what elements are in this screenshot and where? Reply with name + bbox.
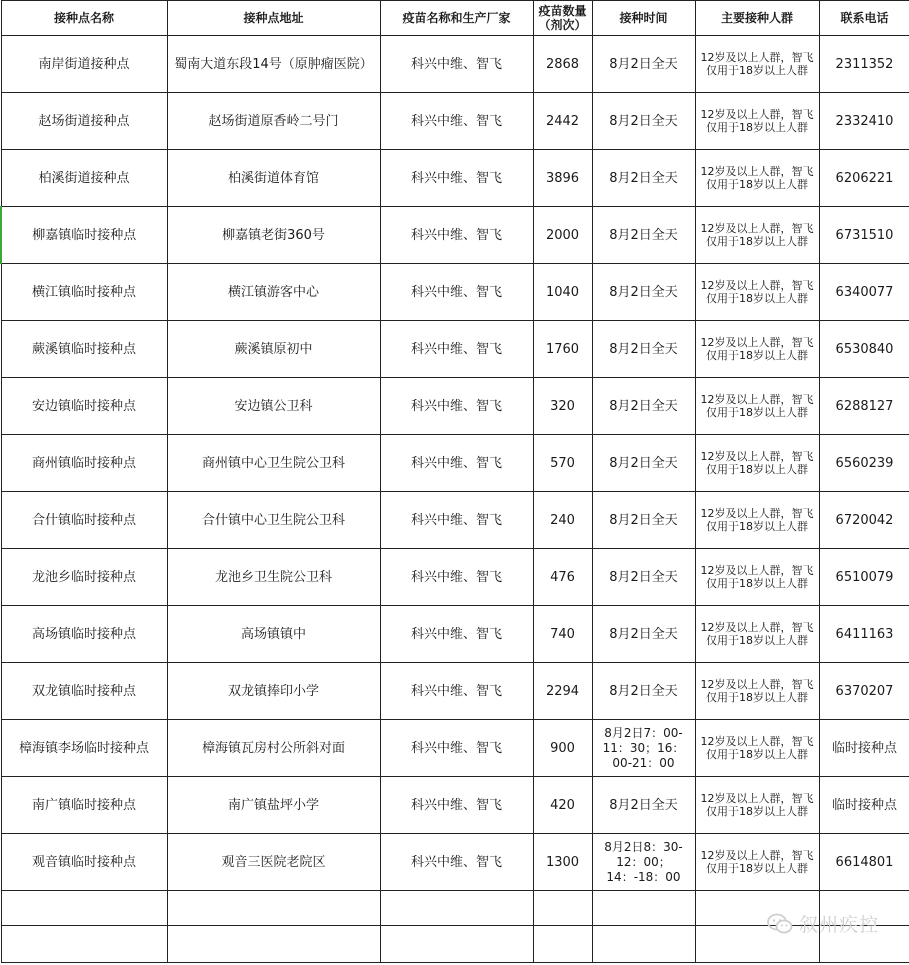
target-group-cell: 12岁及以上人群，智飞仅用于18岁以上人群 [695,663,819,720]
site-address-cell: 横江镇游客中心 [167,264,380,321]
site-name-cell: 双龙镇临时接种点 [1,663,167,720]
site-address-cell: 观音三医院老院区 [167,834,380,891]
table-row [1,435,909,492]
vaccine-maker-cell: 科兴中维、智飞 [380,606,533,663]
site-address-cell: 赵场街道原香岭二号门 [167,93,380,150]
target-group-cell: 12岁及以上人群，智飞仅用于18岁以上人群 [695,207,819,264]
dose-count-cell: 476 [533,549,592,606]
site-name-cell: 柳嘉镇临时接种点 [1,207,167,264]
time-cell: 8月2日全天 [592,777,695,834]
phone-cell: 6720042 [819,492,909,549]
time-cell: 8月2日全天 [592,492,695,549]
table-row [1,378,909,435]
table-row [1,834,909,891]
empty-cell [380,891,533,926]
target-group-cell: 12岁及以上人群，智飞仅用于18岁以上人群 [695,378,819,435]
dose-count-cell: 1300 [533,834,592,891]
phone-cell: 6370207 [819,663,909,720]
header-dose-count: 疫苗数量（剂次） [533,1,592,36]
table-row [1,150,909,207]
table-row [1,264,909,321]
header-site-address: 接种点地址 [167,1,380,36]
empty-cell [592,891,695,926]
phone-cell: 6340077 [819,264,909,321]
site-name-cell: 合什镇临时接种点 [1,492,167,549]
site-address-cell: 南广镇盐坪小学 [167,777,380,834]
table-row [1,606,909,663]
site-address-cell: 高场镇镇中 [167,606,380,663]
site-name-cell: 南广镇临时接种点 [1,777,167,834]
dose-count-cell: 420 [533,777,592,834]
dose-count-cell: 3896 [533,150,592,207]
dose-count-cell: 320 [533,378,592,435]
site-name-cell: 樟海镇李场临时接种点 [1,720,167,777]
empty-cell [533,926,592,963]
time-cell: 8月2日7：00-11：30；16：00-21：00 [592,720,695,777]
empty-cell [1,926,167,963]
site-address-cell: 商州镇中心卫生院公卫科 [167,435,380,492]
vaccine-maker-cell: 科兴中维、智飞 [380,93,533,150]
table-row [1,492,909,549]
time-cell: 8月2日全天 [592,378,695,435]
header-phone: 联系电话 [819,1,909,36]
time-cell: 8月2日全天 [592,663,695,720]
table-row [1,720,909,777]
vaccine-maker-cell: 科兴中维、智飞 [380,264,533,321]
site-address-cell: 柳嘉镇老街360号 [167,207,380,264]
site-name-cell: 观音镇临时接种点 [1,834,167,891]
site-address-cell: 蕨溪镇原初中 [167,321,380,378]
empty-cell [533,891,592,926]
site-address-cell: 柏溪街道体育馆 [167,150,380,207]
site-name-cell: 安边镇临时接种点 [1,378,167,435]
table-row [1,207,909,264]
target-group-cell: 12岁及以上人群，智飞仅用于18岁以上人群 [695,321,819,378]
wechat-icon [767,913,793,935]
header-vaccine-maker: 疫苗名称和生产厂家 [380,1,533,36]
site-address-cell: 樟海镇瓦房村公所斜对面 [167,720,380,777]
phone-cell: 6560239 [819,435,909,492]
table-row [1,777,909,834]
table-row [1,36,909,93]
table-row [1,549,909,606]
target-group-cell: 12岁及以上人群，智飞仅用于18岁以上人群 [695,549,819,606]
header-time: 接种时间 [592,1,695,36]
site-name-cell: 赵场街道接种点 [1,93,167,150]
vaccine-maker-cell: 科兴中维、智飞 [380,492,533,549]
vaccine-maker-cell: 科兴中维、智飞 [380,378,533,435]
time-cell: 8月2日全天 [592,207,695,264]
site-address-cell: 龙池乡卫生院公卫科 [167,549,380,606]
target-group-cell: 12岁及以上人群，智飞仅用于18岁以上人群 [695,435,819,492]
empty-cell [380,926,533,963]
phone-cell: 6510079 [819,549,909,606]
vaccine-maker-cell: 科兴中维、智飞 [380,207,533,264]
target-group-cell: 12岁及以上人群，智飞仅用于18岁以上人群 [695,492,819,549]
phone-cell: 临时接种点 [819,720,909,777]
phone-cell: 6411163 [819,606,909,663]
vaccine-maker-cell: 科兴中维、智飞 [380,549,533,606]
phone-cell: 临时接种点 [819,777,909,834]
site-address-cell: 安边镇公卫科 [167,378,380,435]
empty-cell [167,891,380,926]
dose-count-cell: 2294 [533,663,592,720]
dose-count-cell: 2442 [533,93,592,150]
time-cell: 8月2日8：30-12：00；14：-18：00 [592,834,695,891]
dose-count-cell: 2000 [533,207,592,264]
target-group-cell: 12岁及以上人群，智飞仅用于18岁以上人群 [695,834,819,891]
header-site-name: 接种点名称 [1,1,167,36]
empty-cell [1,891,167,926]
dose-count-cell: 2868 [533,36,592,93]
target-group-cell: 12岁及以上人群，智飞仅用于18岁以上人群 [695,606,819,663]
phone-cell: 6288127 [819,378,909,435]
target-group-cell: 12岁及以上人群，智飞仅用于18岁以上人群 [695,36,819,93]
vaccine-maker-cell: 科兴中维、智飞 [380,321,533,378]
watermark [767,910,879,937]
site-address-cell: 蜀南大道东段14号（原肿瘤医院） [167,36,380,93]
time-cell: 8月2日全天 [592,321,695,378]
table-row [1,93,909,150]
phone-cell: 6731510 [819,207,909,264]
empty-cell [167,926,380,963]
dose-count-cell: 1040 [533,264,592,321]
time-cell: 8月2日全天 [592,549,695,606]
site-name-cell: 蕨溪镇临时接种点 [1,321,167,378]
vaccine-maker-cell: 科兴中维、智飞 [380,435,533,492]
site-address-cell: 合什镇中心卫生院公卫科 [167,492,380,549]
site-name-cell: 商州镇临时接种点 [1,435,167,492]
time-cell: 8月2日全天 [592,36,695,93]
vaccine-maker-cell: 科兴中维、智飞 [380,777,533,834]
time-cell: 8月2日全天 [592,150,695,207]
time-cell: 8月2日全天 [592,264,695,321]
table-row [1,321,909,378]
site-name-cell: 柏溪街道接种点 [1,150,167,207]
target-group-cell: 12岁及以上人群，智飞仅用于18岁以上人群 [695,264,819,321]
vaccine-maker-cell: 科兴中维、智飞 [380,36,533,93]
phone-cell: 2311352 [819,36,909,93]
site-address-cell: 双龙镇捧印小学 [167,663,380,720]
site-name-cell: 横江镇临时接种点 [1,264,167,321]
vaccine-maker-cell: 科兴中维、智飞 [380,663,533,720]
time-cell: 8月2日全天 [592,93,695,150]
vaccine-maker-cell: 科兴中维、智飞 [380,720,533,777]
site-name-cell: 龙池乡临时接种点 [1,549,167,606]
phone-cell: 6614801 [819,834,909,891]
dose-count-cell: 900 [533,720,592,777]
vaccine-maker-cell: 科兴中维、智飞 [380,150,533,207]
table-header-row [1,1,909,36]
target-group-cell: 12岁及以上人群，智飞仅用于18岁以上人群 [695,720,819,777]
time-cell: 8月2日全天 [592,435,695,492]
watermark-text: 叙州疾控 [798,914,879,936]
empty-cell [592,926,695,963]
time-cell: 8月2日全天 [592,606,695,663]
site-name-cell: 南岸街道接种点 [1,36,167,93]
site-name-cell: 高场镇临时接种点 [1,606,167,663]
table-row [1,663,909,720]
target-group-cell: 12岁及以上人群，智飞仅用于18岁以上人群 [695,150,819,207]
dose-count-cell: 570 [533,435,592,492]
target-group-cell: 12岁及以上人群，智飞仅用于18岁以上人群 [695,93,819,150]
dose-count-cell: 740 [533,606,592,663]
phone-cell: 6530840 [819,321,909,378]
header-target-group: 主要接种人群 [695,1,819,36]
dose-count-cell: 1760 [533,321,592,378]
dose-count-cell: 240 [533,492,592,549]
phone-cell: 2332410 [819,93,909,150]
target-group-cell: 12岁及以上人群，智飞仅用于18岁以上人群 [695,777,819,834]
vaccine-maker-cell: 科兴中维、智飞 [380,834,533,891]
phone-cell: 6206221 [819,150,909,207]
